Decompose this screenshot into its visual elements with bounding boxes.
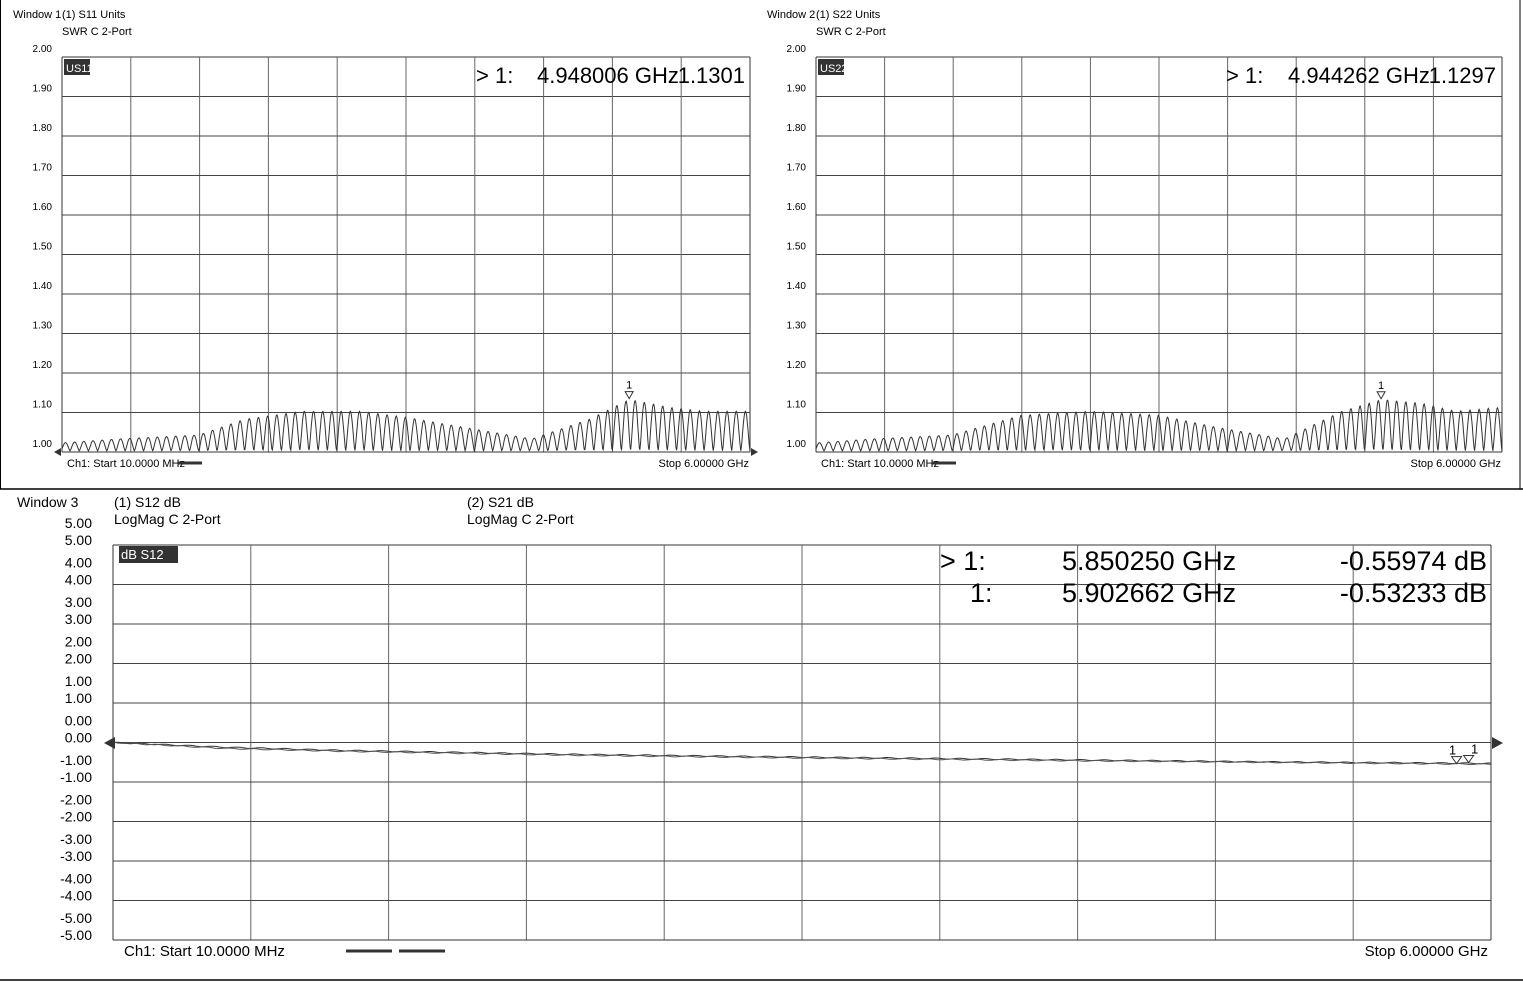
y-tick-label: -4.00 (60, 887, 92, 904)
marker-prefix: > 1: (1226, 63, 1264, 88)
stop-label: Stop 6.00000 GHz (1364, 943, 1488, 960)
marker-label: 1 (626, 379, 633, 392)
trace-1-format: LogMag C 2-Port (114, 511, 221, 527)
y-tick-label: 1.00 (786, 439, 806, 450)
y-tick-label: 1.50 (32, 241, 52, 253)
marker-prefix: > 1: (476, 63, 514, 88)
y-tick-label-duplicate: -5.00 (60, 910, 92, 926)
y-tick-label: 1.30 (32, 320, 52, 332)
y-tick-label-duplicate: -1.00 (60, 752, 92, 768)
y-tick-labels (787, 44, 807, 450)
right-reference-arrow (1492, 737, 1503, 749)
y-tick-label: 2.00 (786, 44, 806, 55)
y-tick-label: 1.70 (32, 162, 52, 174)
markers (1449, 742, 1478, 764)
y-tick-label: 1.20 (786, 360, 806, 371)
left-reference-arrow (54, 448, 61, 456)
trace-tag: US22 (820, 63, 848, 75)
window-1-chart (0, 0, 760, 488)
marker-triangle (1452, 757, 1462, 764)
y-tick-label: -5.00 (60, 927, 92, 943)
y-tick-label-duplicate: 5.00 (64, 515, 92, 531)
markers (625, 380, 633, 399)
right-reference-arrow (751, 448, 758, 456)
y-tick-label: 5.00 (64, 532, 92, 548)
y-tick-labels (33, 44, 53, 450)
trace-title: (1) S11 Units (62, 9, 126, 21)
y-tick-label: 1.60 (786, 202, 806, 213)
y-tick-label-duplicate: 4.00 (64, 554, 92, 571)
trace-tag: US11 (66, 63, 93, 75)
window-2-chart (760, 0, 1520, 488)
grid (816, 57, 1502, 452)
y-tick-label: 4.00 (64, 571, 92, 588)
y-tick-label: 1.00 (64, 690, 92, 706)
marker-2-prefix: 1: (970, 578, 993, 608)
y-tick-labels (60, 515, 92, 943)
y-tick-label: 1.90 (786, 83, 806, 95)
y-tick-label: 0.00 (64, 729, 92, 746)
y-tick-label-duplicate: -2.00 (60, 791, 92, 808)
marker-label: 1 (1378, 379, 1385, 392)
stop-label: Stop 6.00000 GHz (658, 458, 749, 470)
markers (1377, 380, 1385, 399)
y-tick-label: 2.00 (32, 44, 52, 55)
window-3-chart (0, 490, 1523, 980)
y-tick-label-duplicate: 1.00 (64, 673, 92, 689)
marker-1-frequency: 5.850250 GHz (1062, 546, 1237, 576)
trace-1-title: (1) S12 dB (114, 494, 181, 510)
y-tick-label: 2.00 (64, 650, 92, 667)
y-tick-label: 1.10 (786, 399, 806, 411)
y-tick-label-duplicate: 2.00 (64, 633, 92, 650)
marker-triangle (1464, 756, 1474, 763)
y-tick-label: 1.20 (32, 360, 52, 371)
trace-title: (1) S22 Units (816, 9, 881, 21)
y-tick-label: 1.60 (32, 202, 52, 213)
y-tick-label: 1.80 (32, 123, 52, 134)
y-tick-label: 1.70 (786, 162, 806, 174)
y-tick-label: -3.00 (60, 848, 92, 864)
y-tick-label-duplicate: -4.00 (60, 870, 92, 887)
y-tick-label-duplicate: 0.00 (64, 712, 92, 729)
window-label: Window 1 (13, 9, 62, 21)
marker-value: 1.1297 (1428, 63, 1496, 88)
y-tick-label: 1.80 (786, 123, 806, 134)
start-label: Ch1: Start 10.0000 MHz (124, 943, 285, 960)
trace-2-format: LogMag C 2-Port (467, 511, 574, 527)
format-label: SWR C 2-Port (816, 26, 886, 38)
window-label: Window 2 (767, 9, 816, 21)
marker-triangle (625, 392, 633, 399)
marker-frequency: 4.948006 GHz (537, 63, 679, 88)
marker-2-frequency: 5.902662 GHz (1062, 578, 1237, 608)
trace-tag: dB S12 (121, 547, 164, 562)
marker-2-value: -0.53233 dB (1339, 578, 1487, 608)
y-tick-label: 1.90 (32, 83, 52, 95)
start-label: Ch1: Start 10.0000 MHz (67, 458, 186, 470)
grid (113, 545, 1491, 940)
y-tick-label: -2.00 (60, 808, 92, 825)
marker-triangle (1377, 392, 1385, 399)
y-tick-label: -1.00 (60, 769, 92, 785)
y-tick-label: 1.10 (32, 399, 52, 411)
marker-1-value: -0.55974 dB (1339, 546, 1487, 576)
y-tick-label-duplicate: -3.00 (60, 831, 92, 847)
marker-frequency: 4.944262 GHz (1288, 63, 1430, 88)
window-label: Window 3 (17, 494, 79, 510)
marker-1-prefix: > 1: (940, 546, 986, 576)
start-label: Ch1: Start 10.0000 MHz (821, 458, 940, 470)
stop-label: Stop 6.00000 GHz (1410, 458, 1501, 470)
y-tick-label: 1.30 (786, 320, 806, 332)
y-tick-label: 3.00 (64, 611, 92, 627)
y-tick-label: 1.00 (32, 439, 52, 450)
marker-label: 1 (1470, 741, 1479, 757)
y-tick-label: 1.50 (786, 241, 806, 253)
trace-2-title: (2) S21 dB (467, 494, 534, 510)
format-label: SWR C 2-Port (62, 26, 132, 38)
left-reference-arrow (104, 737, 115, 749)
marker-value: 1.1301 (677, 63, 745, 88)
marker-label: 1 (1448, 742, 1457, 758)
y-tick-label-duplicate: 3.00 (64, 594, 92, 610)
y-tick-label: 1.40 (786, 281, 806, 292)
grid (62, 57, 750, 452)
y-tick-label: 1.40 (32, 281, 52, 292)
